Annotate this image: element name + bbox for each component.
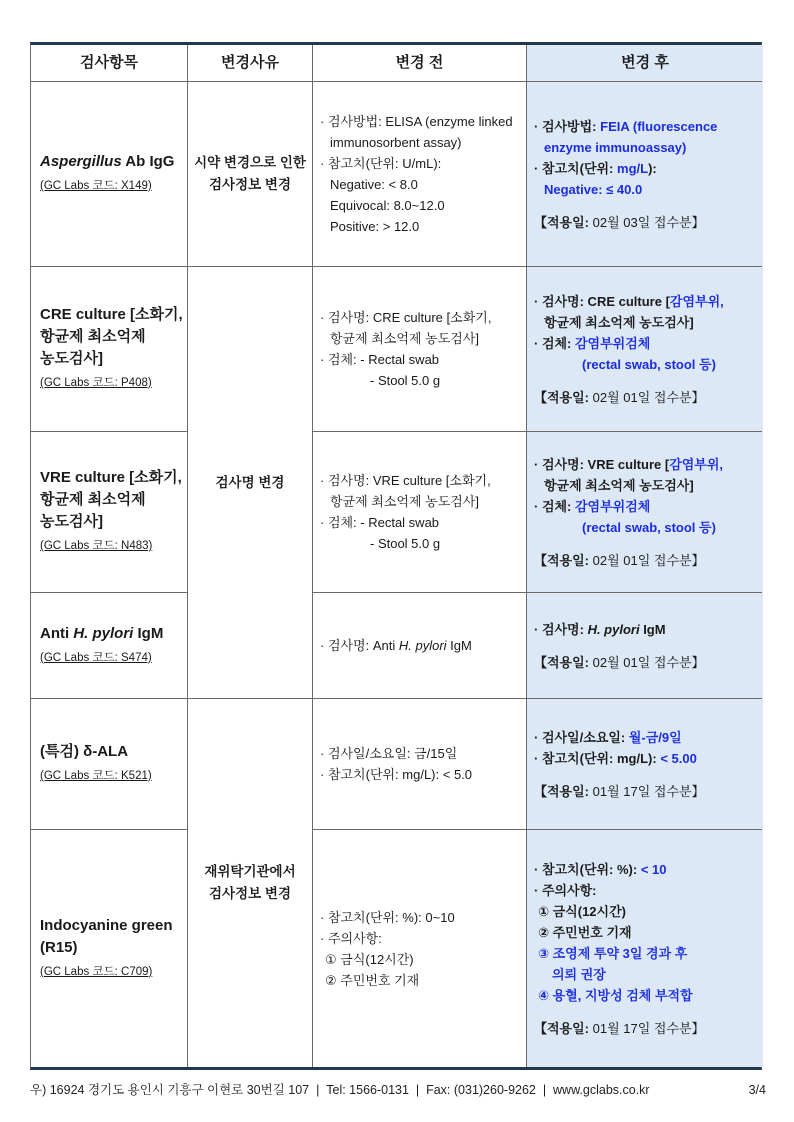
page-number: 3/4 — [748, 1083, 766, 1097]
before-cell — [313, 830, 526, 1067]
after-cell — [527, 830, 763, 1067]
item-name: Aspergillus Ab IgG — [40, 153, 175, 170]
item-name: VRE culture [소화기, 항균제 최소억제 농도검사] — [40, 469, 182, 530]
test-item-cell — [31, 432, 187, 592]
after-lines: · 참고치(단위: %): < 10 · 주의사항: ① 금식(12시간) ② 주민번호 기재 ③ 조영제 투약 3일 경과 후 의뢰 권장 ④ 용혈, 지방성 검체 부적합 【적용일: 01월 17일 접수분】 — [534, 861, 705, 1036]
after-cell — [527, 593, 763, 698]
header-label: 변경 후 — [621, 54, 669, 71]
footer-contact-info: 우) 16924 경기도 용인시 기흥구 이현로 30번길 107 | Tel: 1566-0131 | Fax: (031)260-9262 | www.gclabs.co.kr — [30, 1083, 650, 1097]
header-label: 변경 전 — [395, 54, 444, 71]
after-lines: · 검사명: VRE culture [감염부위, 항균제 최소억제 농도검사] · 검체: 감염부위검체 (rectal swab, stool 등) 【적용일: 02월 01일 접수분】 — [534, 456, 724, 568]
before-cell — [313, 699, 526, 829]
item-code: (GC Labs 코드: N483) — [40, 540, 153, 552]
test-item-cell — [31, 267, 187, 431]
item-code: (GC Labs 코드: K521) — [40, 770, 152, 782]
item-code: (GC Labs 코드: S474) — [40, 651, 152, 664]
before-cell — [313, 432, 526, 592]
reason-cell-test-name-change — [188, 267, 312, 698]
before-cell — [313, 82, 526, 266]
reason-cell-subcontract-change — [188, 699, 312, 1067]
item-code: (GC Labs 코드: C709) — [40, 965, 153, 978]
before-lines: · 참고치(단위: %): 0~10 · 주의사항: ① 금식(12시간) ② 주민번호 기재 — [320, 909, 455, 988]
header-cell-change-reason — [188, 45, 312, 81]
header-label: 검사항목 — [80, 54, 138, 71]
page-footer — [30, 1080, 766, 1098]
item-name: CRE culture [소화기, 항균제 최소억제 농도검사] — [40, 306, 183, 367]
reason-text: 시약 변경으로 인한 검사정보 변경 — [194, 155, 306, 192]
after-lines: · 검사명: H. pylori IgM 【적용일: 02월 01일 접수분】 — [534, 621, 705, 670]
after-lines: · 검사명: CRE culture [감염부위, 항균제 최소억제 농도검사] · 검체: 감염부위검체 (rectal swab, stool 등) 【적용일: 02월 01일 접수분】 — [534, 293, 724, 405]
reason-text: 검사명 변경 — [215, 474, 285, 490]
item-name: Anti H. pylori IgM — [40, 624, 164, 642]
before-lines: · 검사명: CRE culture [소화기, 항균제 최소억제 농도검사] · 검체: - Rectal swab - Stool 5.0 g — [320, 310, 492, 388]
header-cell-test-item — [31, 45, 187, 81]
before-cell — [313, 267, 526, 431]
change-notice-table — [30, 42, 762, 1070]
test-item-cell — [31, 593, 187, 698]
test-item-cell — [31, 830, 187, 1067]
test-item-cell — [31, 82, 187, 266]
before-lines: · 검사명: Anti H. pylori IgM — [320, 638, 472, 653]
reason-cell-reagent-change — [188, 82, 312, 266]
before-cell — [313, 593, 526, 698]
after-cell — [527, 699, 763, 829]
test-item-cell — [31, 699, 187, 829]
header-label: 변경사유 — [221, 54, 279, 71]
after-cell — [527, 267, 763, 431]
after-lines: · 검사일/소요일: 월-금/9일 · 참고치(단위: mg/L): < 5.00 【적용일: 01월 17일 접수분】 — [534, 729, 705, 799]
after-cell — [527, 82, 763, 266]
after-lines: · 검사방법: FEIA (fluorescence enzyme immunoassay) · 참고치(단위: mg/L): Negative: ≤ 40.0 【적용일: 02월 03일 접수분】 — [534, 118, 718, 230]
item-name: Indocyanine green (R15) — [40, 916, 173, 956]
item-name: (특검) δ-ALA — [40, 743, 129, 760]
before-lines: · 검사일/소요일: 금/15일 · 참고치(단위: mg/L): < 5.0 — [320, 746, 473, 782]
item-code: (GC Labs 코드: X149) — [40, 180, 152, 192]
header-cell-after-change — [527, 45, 763, 81]
before-lines: · 검사방법: ELISA (enzyme linked immunosorbent assay) · 참고치(단위: U/mL): Negative: < 8.0 Equivocal: 8.0~12.0 Positive: > 12.0 — [320, 114, 513, 234]
item-code: (GC Labs 코드: P408) — [40, 377, 152, 389]
after-cell — [527, 432, 763, 592]
before-lines: · 검사명: VRE culture [소화기, 항균제 최소억제 농도검사] · 검체: - Rectal swab - Stool 5.0 g — [320, 473, 491, 551]
header-cell-before-change — [313, 45, 526, 81]
reason-text: 재위탁기관에서 검사정보 변경 — [204, 864, 296, 901]
